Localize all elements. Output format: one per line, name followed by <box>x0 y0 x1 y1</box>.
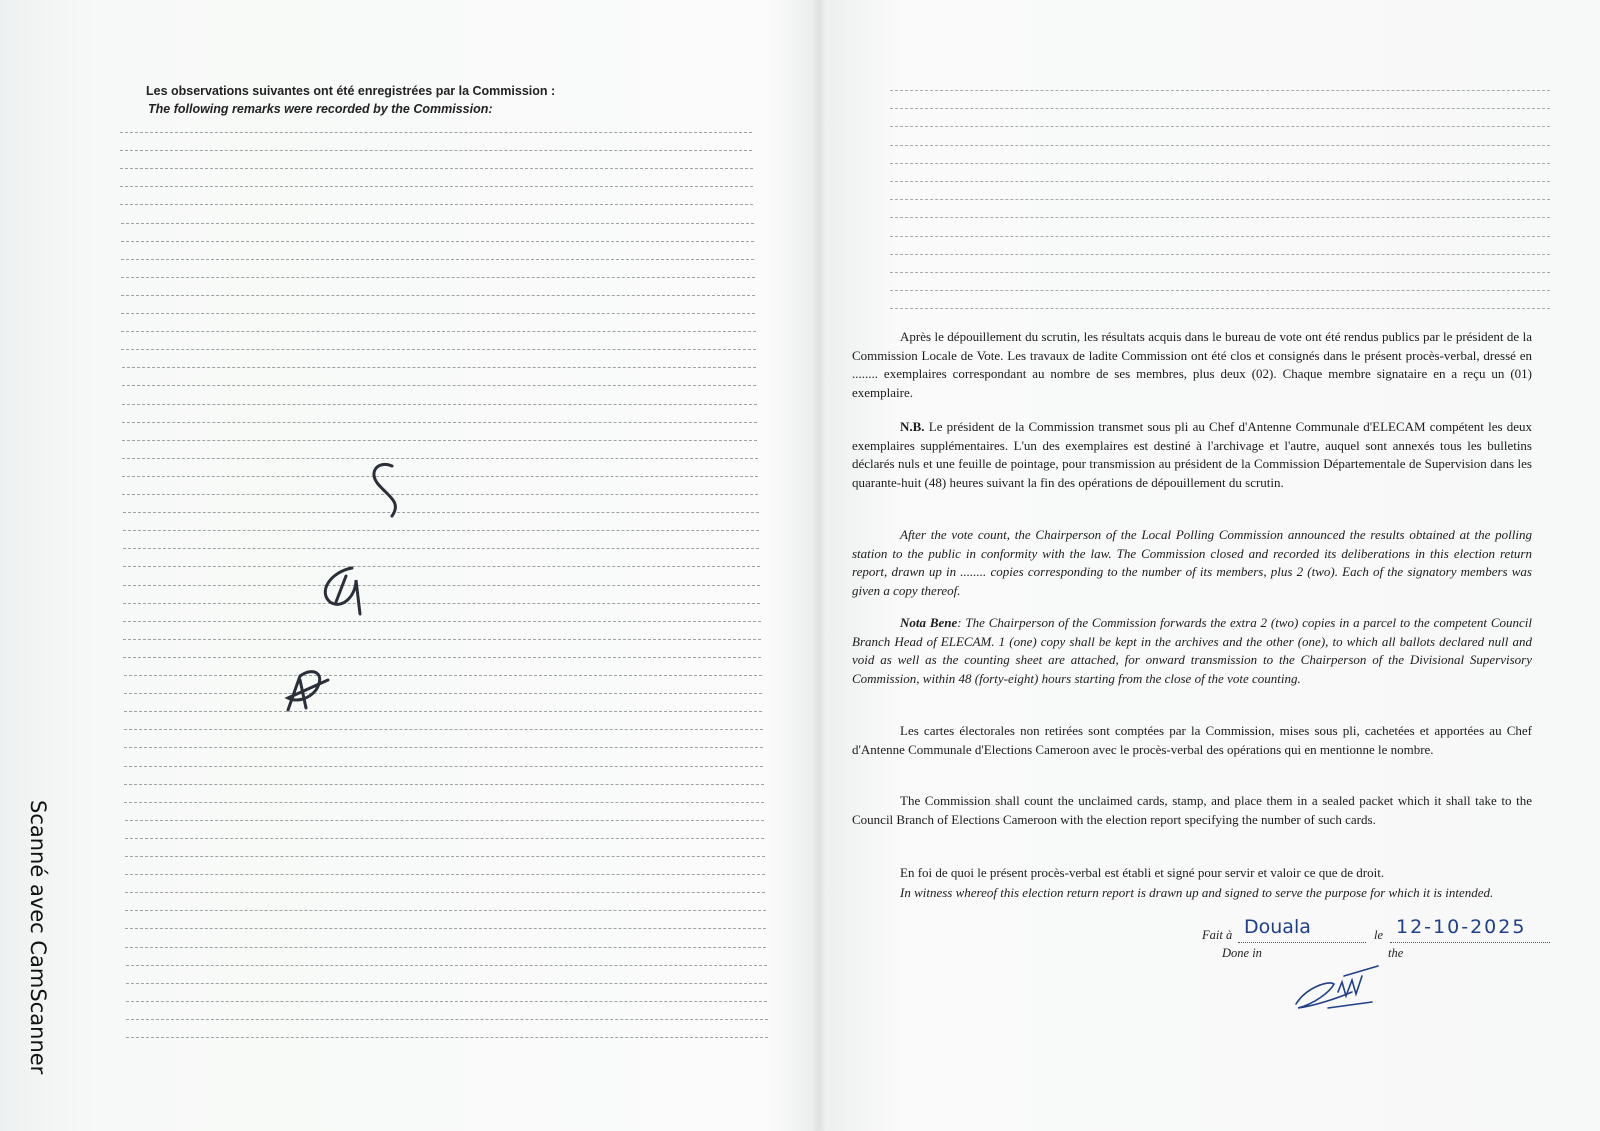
handwritten-mark-s <box>374 464 395 516</box>
left-page <box>120 80 780 1070</box>
observations-heading-en: The following remarks were recorded by the Commission: <box>148 102 493 116</box>
nb-lead: N.B. <box>900 419 925 434</box>
paragraph-results-en: After the vote count, the Chairperson of the Local Polling Commission announced the results obtained at the polling station to the public in conformity with the law. The Commission closed and recorded its deliberations in this election return report, drawn up in ........ copies corresponding to the number of its members, plus 2 (two). Each of the signatory members was given a copy thereof. <box>852 527 1532 598</box>
paragraph-nota-bene-en <box>852 614 1532 688</box>
handwritten-mark-r <box>288 672 328 710</box>
fait-a-label: Fait à <box>1202 928 1233 942</box>
paragraph-cards-fr: Les cartes électorales non retirées sont comptées par la Commission, mises sous pli, cachetées et apportées au Chef d'Antenne Communale d'Elections Cameroon avec le procès-verbal des opérations qui en mentionne le nombre. <box>852 723 1532 757</box>
the-label: the <box>1388 946 1404 960</box>
ruled-line <box>890 290 1550 291</box>
camscanner-watermark: Scanné avec CamScanner <box>26 800 50 1075</box>
done-in-label: Done in <box>1222 946 1262 960</box>
paragraph-witness-fr: En foi de quoi le présent procès-verbal est établi et signé pour servir et valoir ce que de droit. <box>900 865 1385 880</box>
observations-heading-fr: Les observations suivantes ont été enregistrées par la Commission : <box>146 84 556 98</box>
le-label: le <box>1374 928 1384 942</box>
ruled-line <box>890 108 1550 109</box>
ruled-line <box>890 217 1550 218</box>
ruled-line <box>890 90 1550 91</box>
paragraph-results-fr: Après le dépouillement du scrutin, les résultats acquis dans le bureau de vote ont été rendus publics par le président de la Commission Locale de Vote. Les travaux de ladite Commission ont été clos et consignés dans le présent procès-verbal, dressé en ........ exemplaires correspondant au nombre de ses membres, plus deux (02). Chaque membre signataire en a reçu un (01) exemplaire. <box>852 329 1532 400</box>
paragraph-nb-fr <box>852 418 1532 492</box>
ruled-line <box>890 254 1550 255</box>
page-fold <box>812 0 826 1131</box>
handwritten-mark-a <box>325 568 360 614</box>
nota-bene-lead: Nota Bene <box>900 615 958 630</box>
ruled-line <box>890 199 1550 200</box>
paragraph-witness-en: In witness whereof this election return report is drawn up and signed to serve the purpose for which it is intended. <box>900 885 1494 900</box>
ruled-line <box>890 236 1550 237</box>
ruled-line <box>890 308 1550 309</box>
ruled-line <box>890 145 1550 146</box>
nota-bene-text: : The Chairperson of the Commission forwards the extra 2 (two) copies in a parcel to the competent Council Branch Head of ELECAM. 1 (one) copy shall be kept in the archives and the other (one), to which all ballots declared null and void as well as the counting sheet are attached, for onward transmission to the Chairperson of the Divisional Supervisory Commission, within 48 (forty-eight) hours starting from the close of the vote counting. <box>852 615 1532 686</box>
handwritten-marks <box>120 80 780 1070</box>
paragraph-cards-en: The Commission shall count the unclaimed cards, stamp, and place them in a sealed packet which it shall take to the Council Branch of Elections Cameroon with the election report specifying the number of such cards. <box>852 793 1532 827</box>
ruled-line <box>890 163 1550 164</box>
ruled-line <box>890 126 1550 127</box>
signature-block <box>1202 916 1562 1042</box>
signature-scribble <box>1202 922 1562 1042</box>
nb-text: Le président de la Commission transmet sous pli au Chef d'Antenne Communale d'ELECAM compétent les deux exemplaires supplémentaires. L'un des exemplaires est destiné à l'archivage et l'autre, auquel sont annexés tous les bulletins déclarés nuls et une feuille de pointage, pour transmission au président de la Commission Départementale de Supervision dans les quarante-huit (48) heures suivant la fin des opérations de dépouillement du scrutin. <box>852 419 1532 490</box>
ruled-line <box>890 181 1550 182</box>
place-handwritten: Douala <box>1244 916 1311 938</box>
date-handwritten: 12-10-2025 <box>1396 916 1527 938</box>
right-page <box>852 80 1552 1080</box>
ruled-line <box>890 272 1550 273</box>
